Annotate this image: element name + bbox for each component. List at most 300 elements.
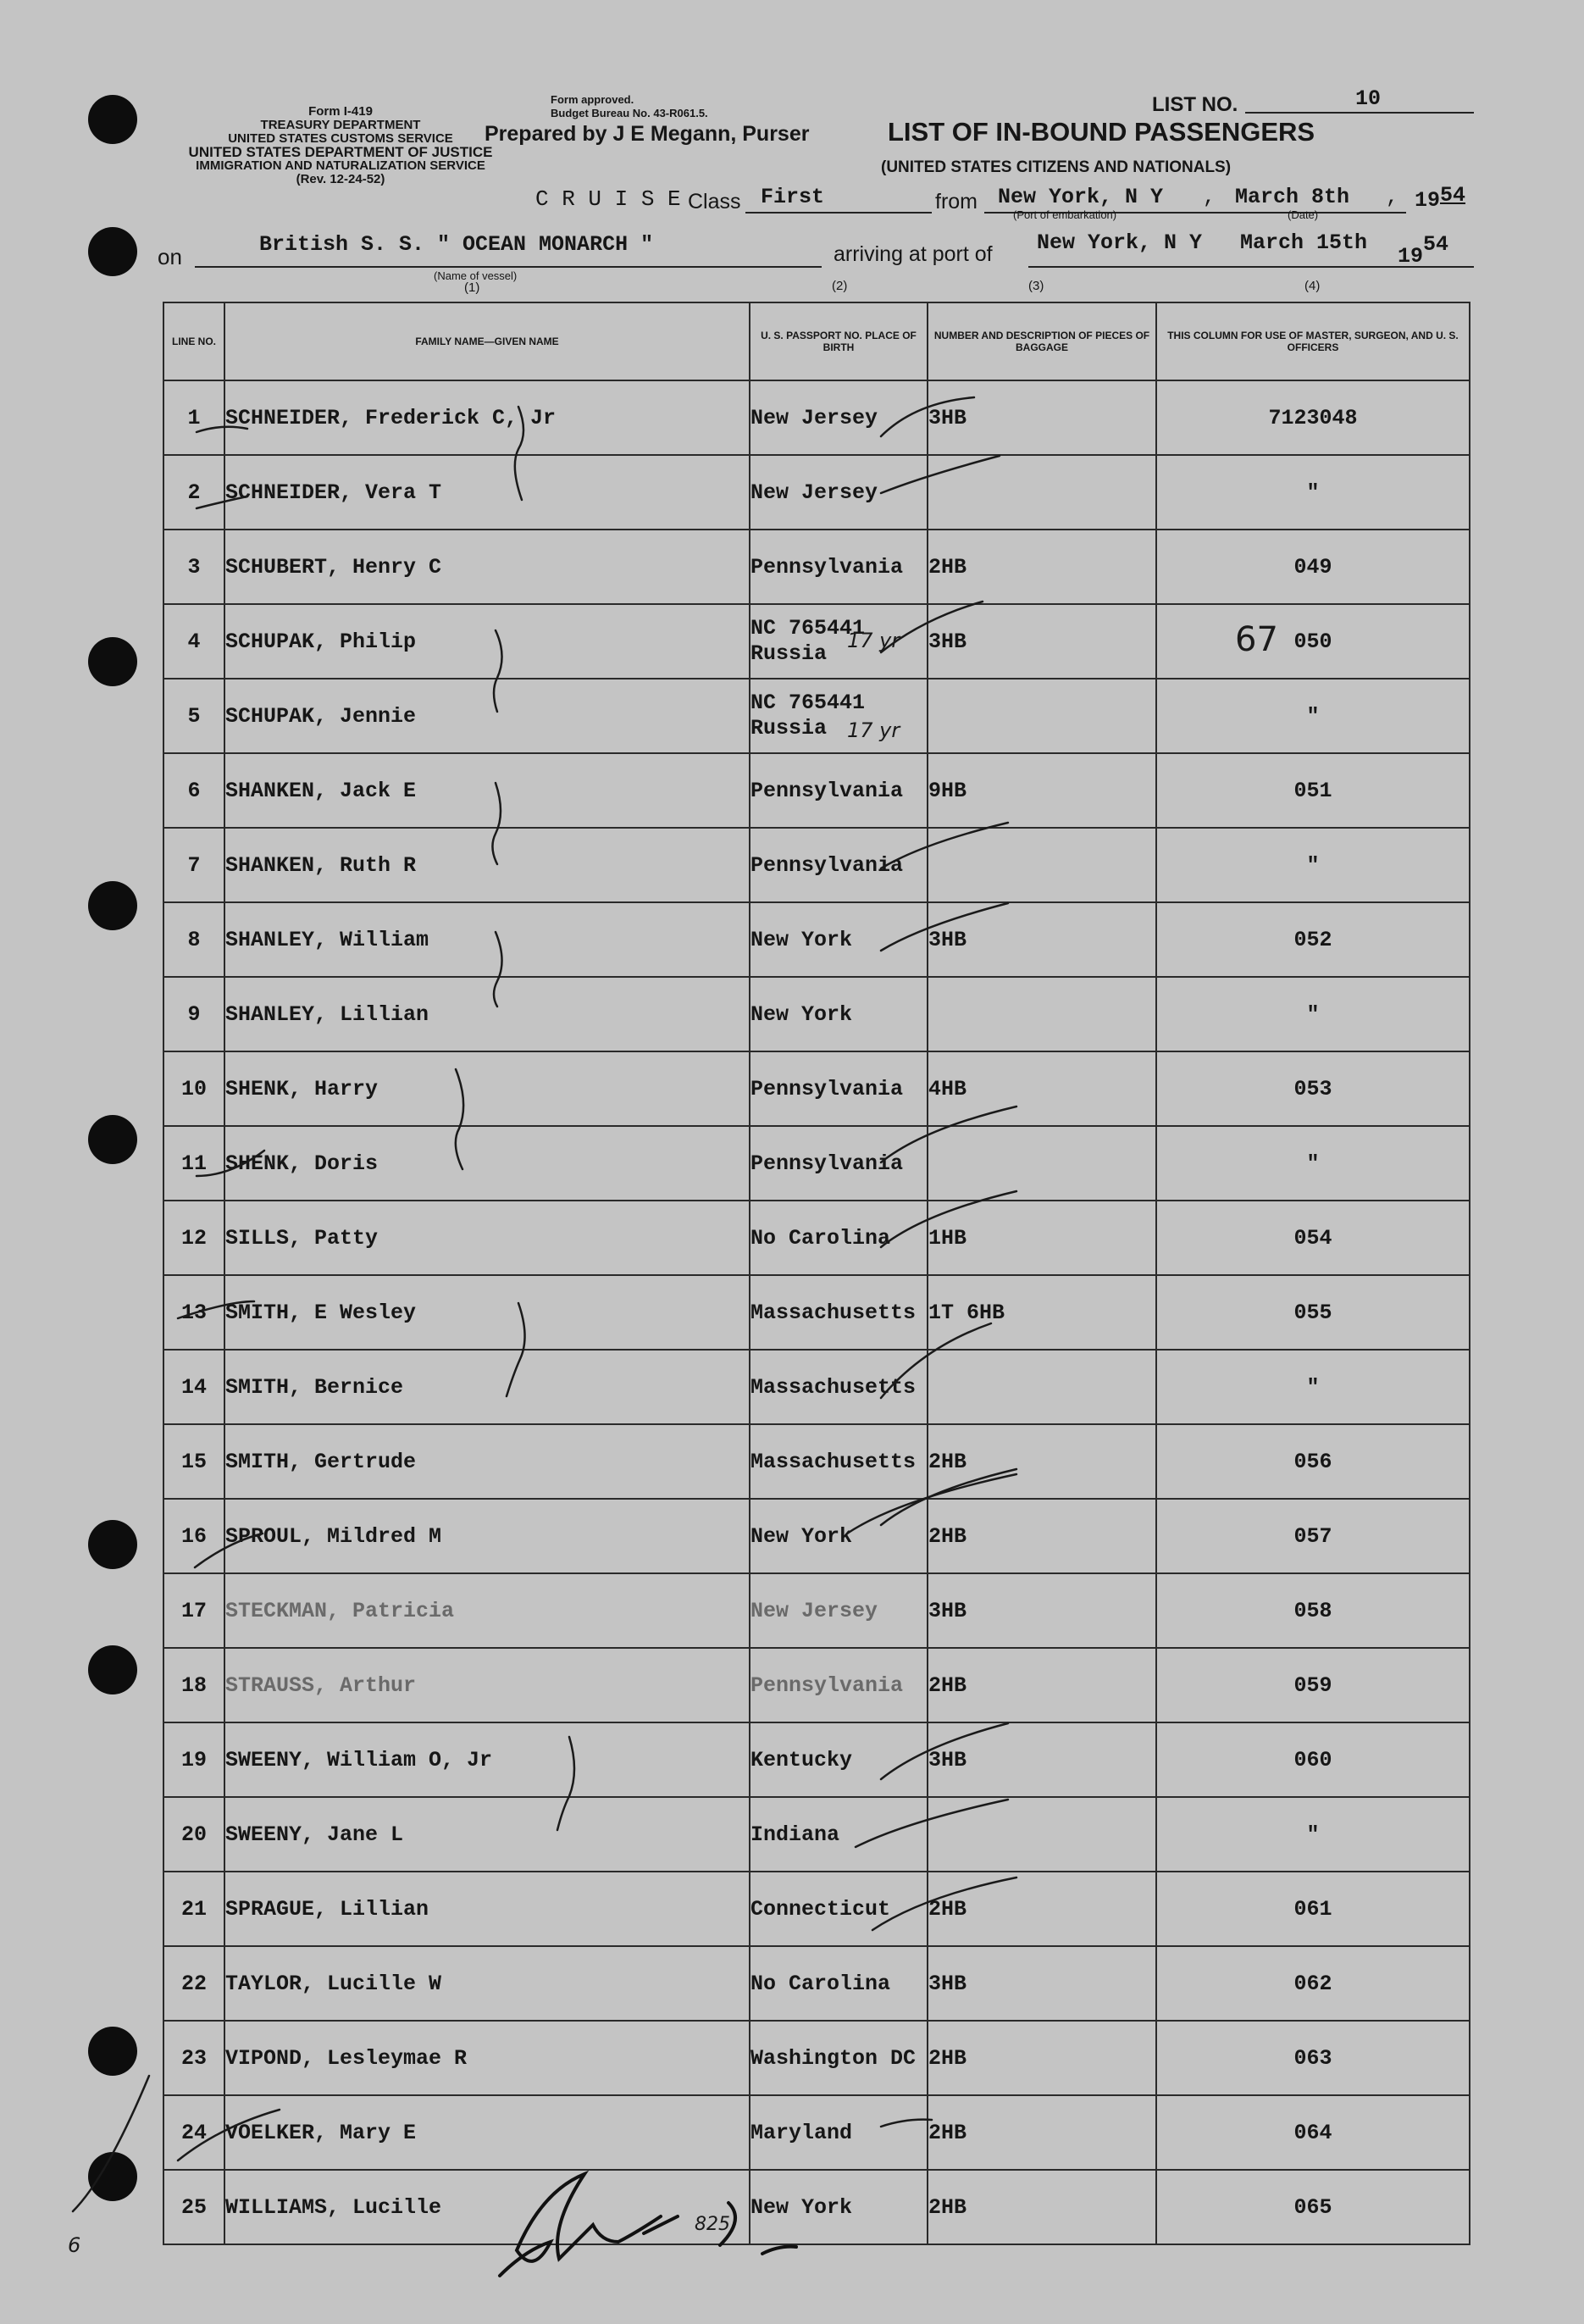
row-passenger-name-text: SCHUPAK, Jennie [225,703,417,729]
row-baggage [928,1946,1156,2021]
row-passenger-name-text: SHANKEN, Jack E [225,778,417,803]
row-place-of-birth [750,1201,928,1275]
row-line-number-text: 3 [187,554,201,580]
punch-hole [88,2027,137,2076]
row-officer-number-text: 062 [1293,1971,1332,1996]
row-birth-text: Pennsylvania [750,1672,904,1698]
row-baggage [928,1797,1156,1872]
row-line-number-text: 10 [180,1076,207,1101]
row-place-of-birth [750,977,928,1051]
row-baggage [928,380,1156,455]
prepared-by: Prepared by J E Megann, Purser [485,122,810,146]
row-officer-number [1156,455,1470,530]
row-line-number-text: 5 [187,703,201,729]
row-line-number-text: 2 [187,480,201,505]
punch-hole [88,95,137,144]
row-baggage-text: 4HB [928,1076,967,1101]
row-passenger-name-text: SCHNEIDER, Frederick C, Jr [225,405,557,430]
arriving-port: New York, N Y [1037,230,1203,255]
row-officer-number-text: 064 [1293,2120,1332,2145]
table-row [163,604,1470,679]
row-passport-number: NC 765441 [750,616,866,641]
row-baggage [928,455,1156,530]
from-year: 54 [1440,183,1466,208]
from-date-comma: , [1386,185,1399,209]
row-baggage [928,679,1156,753]
row-officer-number-text: 061 [1293,1896,1332,1922]
row-baggage [928,1573,1156,1648]
row-passenger-name-text: SHENK, Doris [225,1151,379,1176]
row-place-of-birth [750,1424,928,1499]
row-officer-number-text: " [1306,1001,1320,1027]
row-officer-number [1156,1275,1470,1350]
row-passenger-name [224,1872,750,1946]
row-line-number [163,902,224,977]
row-passenger-name-text: SMITH, E Wesley [225,1300,417,1325]
from-date: March 8th [1235,185,1350,209]
row-officer-number-text: 060 [1293,1747,1332,1772]
row-birth-text: Russia [750,716,828,740]
row-baggage [928,530,1156,604]
row-line-number [163,1872,224,1946]
row-line-number [163,977,224,1051]
row-passenger-name [224,1499,750,1573]
table-row [163,1499,1470,1573]
row-passenger-name [224,1946,750,2021]
row-officer-number-text: " [1306,852,1320,878]
row-passenger-name [224,1126,750,1201]
row-birth-text: New York [750,927,853,952]
row-place-of-birth [750,1499,928,1573]
row-baggage [928,2095,1156,2170]
row-officer-number [1156,1797,1470,1872]
row-birth-text: Pennsylvania [750,1151,904,1176]
row-birth-text: Pennsylvania [750,852,904,878]
row-officer-number-text: 053 [1293,1076,1332,1101]
col-header-name: FAMILY NAME—GIVEN NAME [224,302,750,380]
row-passenger-name [224,1648,750,1722]
row-birth-text: No Carolina [750,1225,891,1251]
row-line-number [163,828,224,902]
row-officer-number-text: 054 [1293,1225,1332,1251]
row-birth-text: Indiana [750,1822,840,1847]
table-row [163,455,1470,530]
row-line-number [163,1275,224,1350]
row-line-number-text: 13 [180,1300,207,1325]
row-place-of-birth [750,1722,928,1797]
row-passenger-name [224,2095,750,2170]
table-row [163,1872,1470,1946]
row-baggage [928,753,1156,828]
row-line-number [163,1573,224,1648]
punch-hole [88,1645,137,1694]
row-officer-number [1156,2170,1470,2244]
punch-hole [88,2152,137,2201]
class-label: Class [688,190,741,214]
row-passenger-name-text: SMITH, Bernice [225,1374,404,1400]
row-baggage-text: 9HB [928,778,967,803]
row-baggage-text: 2HB [928,2120,967,2145]
row-line-number [163,455,224,530]
row-passenger-name-text: SCHNEIDER, Vera T [225,480,442,505]
handwritten-age: 17 yr [847,629,900,652]
row-line-number [163,1648,224,1722]
row-place-of-birth [750,604,928,679]
row-officer-number [1156,828,1470,902]
row-passenger-name-text: WILLIAMS, Lucille [225,2194,442,2220]
row-baggage-text: 3HB [928,1971,967,1996]
row-baggage-text: 3HB [928,629,967,654]
row-line-number-text: 23 [180,2045,207,2071]
row-place-of-birth [750,455,928,530]
row-baggage-text: 3HB [928,405,967,430]
passenger-table [163,302,1470,2245]
row-line-number [163,1201,224,1275]
row-birth-text: New Jersey [750,405,878,430]
row-officer-number-text: 052 [1293,927,1332,952]
row-baggage [928,1350,1156,1424]
row-baggage-text: 2HB [928,2194,967,2220]
row-passenger-name-text: SWEENY, Jane L [225,1822,404,1847]
row-officer-number [1156,380,1470,455]
row-passenger-name [224,1573,750,1648]
row-line-number-text: 18 [180,1672,207,1698]
row-baggage [928,1648,1156,1722]
row-baggage [928,2170,1156,2244]
row-baggage-text: 2HB [928,1672,967,1698]
row-officer-number [1156,1722,1470,1797]
row-line-number-text: 7 [187,852,201,878]
row-birth-text: Washington DC [750,2045,917,2071]
row-line-number-text: 25 [180,2194,207,2220]
row-baggage [928,977,1156,1051]
row-place-of-birth [750,1946,928,2021]
form-approved: Form approved. [551,93,634,106]
punch-hole [88,227,137,276]
row-officer-number-text: 065 [1293,2194,1332,2220]
row-passenger-name-text: SHANLEY, William [225,927,429,952]
table-row [163,1573,1470,1648]
row-place-of-birth [750,530,928,604]
row-passenger-name [224,1051,750,1126]
row-officer-number-text: 056 [1293,1449,1332,1474]
row-birth-text: Massachusetts [750,1300,917,1325]
row-baggage-text: 1HB [928,1225,967,1251]
punch-hole [88,1520,137,1569]
list-no-underline [1245,112,1474,114]
row-baggage [928,1275,1156,1350]
row-officer-number [1156,2095,1470,2170]
row-baggage [928,1051,1156,1126]
caption-3: (3) [1028,279,1044,293]
table-row [163,1275,1470,1350]
row-passenger-name [224,380,750,455]
table-row [163,977,1470,1051]
row-line-number [163,753,224,828]
list-no-value: 10 [1355,86,1382,111]
row-line-number [163,1424,224,1499]
row-line-number-text: 17 [180,1598,207,1623]
row-passenger-name-text: SILLS, Patty [225,1225,379,1251]
row-officer-number-text: 063 [1293,2045,1332,2071]
customs-service: UNITED STATES CUSTOMS SERVICE [228,131,453,146]
row-officer-number-text: 057 [1293,1523,1332,1549]
table-row [163,1201,1470,1275]
row-line-number [163,1946,224,2021]
row-officer-number [1156,530,1470,604]
row-place-of-birth [750,1648,928,1722]
embark-caption: (Port of embarkation) [1013,208,1117,221]
row-passenger-name [224,828,750,902]
cruise-label: C R U I S E [535,186,681,212]
row-officer-number-text: 050 [1293,629,1332,654]
table-row [163,753,1470,828]
handwritten-note: 67 [1235,620,1278,659]
row-officer-number-text: 058 [1293,1598,1332,1623]
row-line-number [163,1126,224,1201]
col-header-baggage: NUMBER AND DESCRIPTION OF PIECES OF BAGGAGE [928,302,1156,380]
arriving-year: 54 [1423,232,1449,257]
row-passenger-name-text: SWEENY, William O, Jr [225,1747,493,1772]
row-baggage [928,1722,1156,1797]
form-number: Form I-419 [308,104,373,119]
handwritten-margin: 6 [68,2233,81,2257]
row-line-number-text: 20 [180,1822,207,1847]
row-passenger-name [224,1722,750,1797]
row-passenger-name [224,1275,750,1350]
row-officer-number [1156,1573,1470,1648]
approval-block [551,93,771,120]
row-passenger-name [224,1424,750,1499]
caption-1: (1) [464,280,480,295]
row-place-of-birth [750,1126,928,1201]
row-line-number-text: 8 [187,927,201,952]
treasury-department: TREASURY DEPARTMENT [260,118,421,132]
class-value: First [761,185,825,209]
row-officer-number [1156,1424,1470,1499]
row-place-of-birth [750,1051,928,1126]
row-passport-number: NC 765441 [750,691,866,715]
row-birth-text: Kentucky [750,1747,853,1772]
row-line-number-text: 22 [180,1971,207,1996]
table-row [163,1648,1470,1722]
row-officer-number [1156,902,1470,977]
row-baggage-text: 2HB [928,1449,967,1474]
row-line-number-text: 6 [187,778,201,803]
vessel-underline [195,266,822,268]
row-officer-number-text: 051 [1293,778,1332,803]
row-passenger-name-text: SHENK, Harry [225,1076,379,1101]
row-place-of-birth [750,380,928,455]
row-line-number-text: 12 [180,1225,207,1251]
col-header-passport: U. S. PASSPORT NO. PLACE OF BIRTH [750,302,928,380]
row-passenger-name [224,1350,750,1424]
row-place-of-birth [750,1872,928,1946]
row-birth-text: Maryland [750,2120,853,2145]
row-officer-number [1156,1126,1470,1201]
row-line-number [163,2021,224,2095]
row-baggage-text: 2HB [928,2045,967,2071]
row-passenger-name [224,530,750,604]
row-place-of-birth [750,679,928,753]
row-passenger-name-text: SPRAGUE, Lillian [225,1896,429,1922]
row-officer-number [1156,604,1470,679]
row-place-of-birth [750,2170,928,2244]
row-line-number-text: 14 [180,1374,207,1400]
row-place-of-birth [750,753,928,828]
row-officer-number [1156,753,1470,828]
row-baggage [928,604,1156,679]
row-passenger-name [224,753,750,828]
row-passenger-name [224,2170,750,2244]
row-line-number-text: 15 [180,1449,207,1474]
arriving-date: March 15th [1240,230,1368,255]
row-baggage [928,1424,1156,1499]
row-officer-number [1156,1499,1470,1573]
row-officer-number-text: 049 [1293,554,1332,580]
row-line-number-text: 21 [180,1896,207,1922]
table-row [163,1424,1470,1499]
punch-hole [88,637,137,686]
row-passenger-name [224,902,750,977]
row-passenger-name-text: SMITH, Gertrude [225,1449,417,1474]
table-row [163,1797,1470,1872]
row-officer-number-text: 7123048 [1268,405,1358,430]
row-birth-text: New Jersey [750,1598,878,1623]
row-passenger-name-text: SCHUPAK, Philip [225,629,417,654]
table-row [163,380,1470,455]
row-officer-number-text: " [1306,1822,1320,1847]
on-label: on [158,244,182,269]
table-row [163,2170,1470,2244]
row-line-number [163,679,224,753]
row-officer-number [1156,2021,1470,2095]
punch-hole [88,881,137,930]
row-passenger-name [224,1201,750,1275]
arriving-label: arriving at port of [834,242,993,266]
row-birth-text: Massachusetts [750,1374,917,1400]
row-place-of-birth [750,1797,928,1872]
vessel-name: British S. S. " OCEAN MONARCH " [259,232,654,257]
row-officer-number [1156,1648,1470,1722]
row-line-number [163,2095,224,2170]
table-row [163,828,1470,902]
row-passenger-name-text: VIPOND, Lesleymae R [225,2045,468,2071]
table-row [163,1350,1470,1424]
arriving-year-prefix: 19 [1398,244,1424,269]
row-passenger-name [224,2021,750,2095]
row-line-number-text: 19 [180,1747,207,1772]
row-officer-number-text: 059 [1293,1672,1332,1698]
vessel-caption: (Name of vessel) [434,269,518,282]
row-line-number [163,604,224,679]
table-row [163,1126,1470,1201]
row-line-number [163,1722,224,1797]
row-line-number [163,1350,224,1424]
row-baggage-text: 3HB [928,1598,967,1623]
row-passenger-name-text: TAYLOR, Lucille W [225,1971,442,1996]
row-birth-text: Pennsylvania [750,778,904,803]
row-birth-text: No Carolina [750,1971,891,1996]
class-underline [745,212,932,214]
row-line-number-text: 24 [180,2120,207,2145]
from-port: New York, N Y [998,185,1164,209]
justice-department: UNITED STATES DEPARTMENT OF JUSTICE [188,144,493,160]
row-officer-number-text: " [1306,1151,1320,1176]
row-passenger-name-text: VOELKER, Mary E [225,2120,417,2145]
row-line-number-text: 11 [180,1151,207,1176]
row-baggage [928,828,1156,902]
row-passenger-name-text: SHANLEY, Lillian [225,1001,429,1027]
row-passenger-name [224,604,750,679]
col-header-officers: THIS COLUMN FOR USE OF MASTER, SURGEON, AND U. S. OFFICERS [1156,302,1470,380]
punch-hole [88,1115,137,1164]
row-baggage-text: 2HB [928,554,967,580]
date-caption: (Date) [1288,208,1319,221]
row-place-of-birth [750,1350,928,1424]
row-place-of-birth [750,902,928,977]
row-place-of-birth [750,2021,928,2095]
immigration-service: IMMIGRATION AND NATURALIZATION SERVICE [196,158,485,173]
row-officer-number-text: " [1306,1374,1320,1400]
row-line-number-text: 1 [187,405,201,430]
row-officer-number [1156,1946,1470,2021]
row-line-number [163,2170,224,2244]
row-baggage-text: 3HB [928,1747,967,1772]
table-row [163,1722,1470,1797]
handwritten-signature-note: 825 [695,2214,730,2235]
row-baggage [928,2021,1156,2095]
col-header-line: LINE NO. [163,302,224,380]
table-header-row [163,302,1470,380]
row-officer-number [1156,1051,1470,1126]
budget-bureau: Budget Bureau No. 43-R061.5. [551,107,708,119]
row-officer-number-text: 055 [1293,1300,1332,1325]
row-baggage [928,902,1156,977]
table-row [163,679,1470,753]
row-officer-number [1156,1350,1470,1424]
row-officer-number [1156,1201,1470,1275]
row-place-of-birth [750,1275,928,1350]
row-birth-text: New Jersey [750,480,878,505]
row-birth-text: Russia [750,641,828,666]
row-baggage [928,1201,1156,1275]
row-line-number [163,1499,224,1573]
row-passenger-name-text: SPROUL, Mildred M [225,1523,442,1549]
table-row [163,1946,1470,2021]
row-birth-text: Connecticut [750,1896,891,1922]
row-passenger-name-text: STRAUSS, Arthur [225,1672,417,1698]
from-comma: , [1203,185,1216,209]
row-passenger-name [224,977,750,1051]
row-birth-text: Pennsylvania [750,554,904,580]
row-birth-text: New York [750,2194,853,2220]
row-passenger-name [224,455,750,530]
handwritten-age: 17 yr [847,718,900,742]
table-row [163,902,1470,977]
row-officer-number [1156,1872,1470,1946]
row-passenger-name [224,679,750,753]
row-passenger-name-text: SCHUBERT, Henry C [225,554,442,580]
row-line-number-text: 9 [187,1001,201,1027]
citizens-subtitle: (UNITED STATES CITIZENS AND NATIONALS) [881,158,1232,176]
agency-block [163,105,518,186]
row-baggage-text: 1T 6HB [928,1300,1005,1325]
row-baggage-text: 2HB [928,1523,967,1549]
row-line-number [163,1051,224,1126]
from-year-prefix: 19 [1415,188,1441,213]
row-line-number [163,380,224,455]
